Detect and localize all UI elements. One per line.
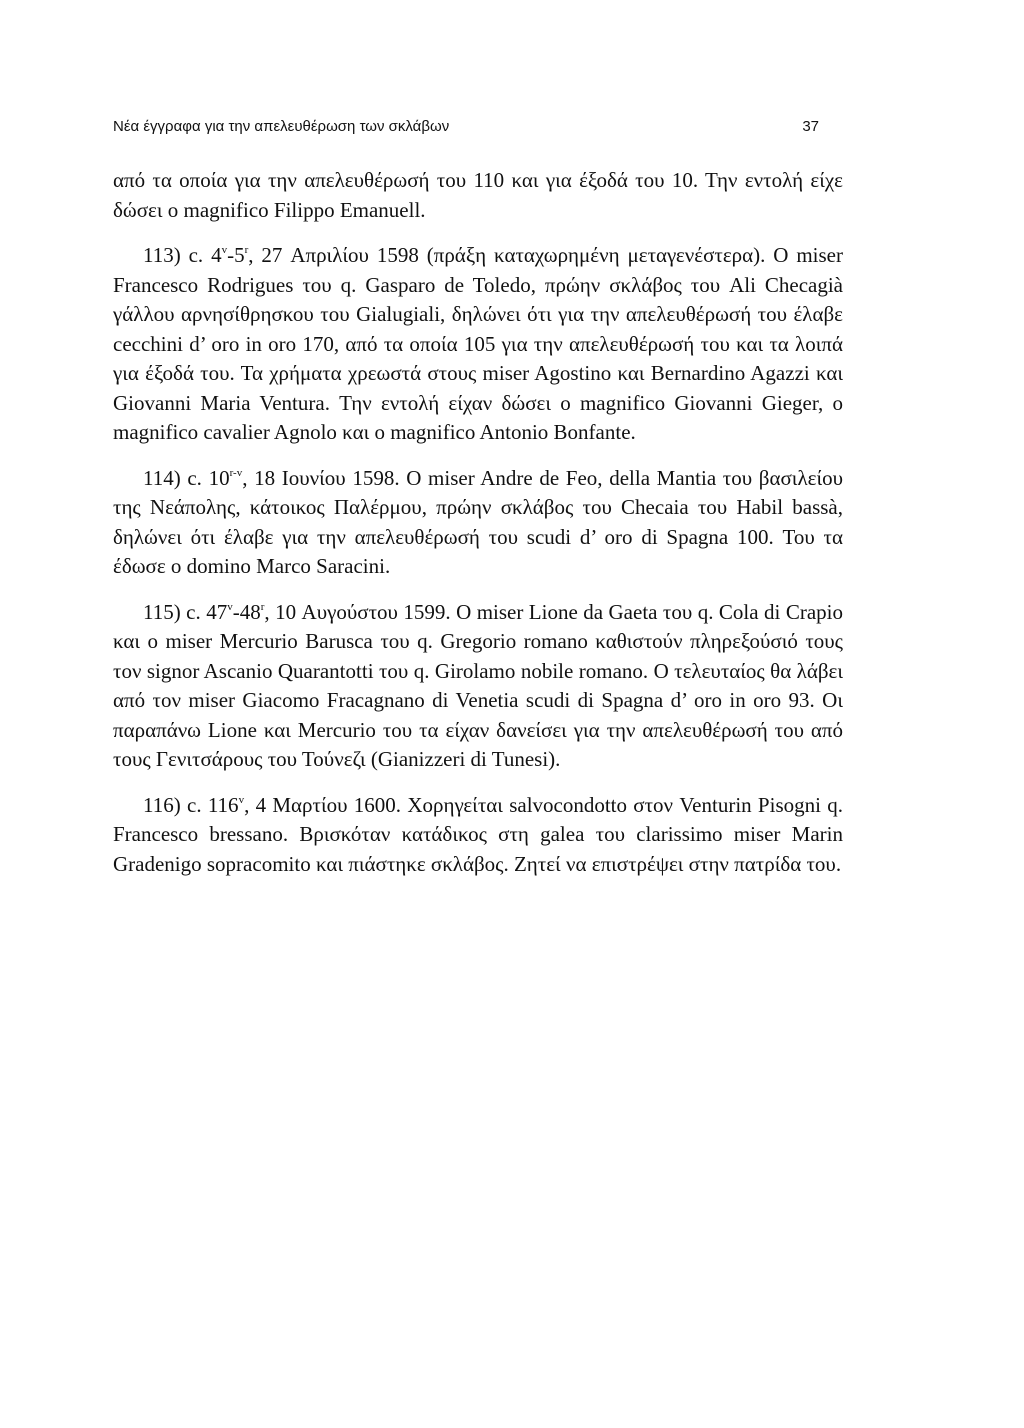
entry-113-sup-2: r bbox=[244, 244, 249, 256]
entry-114-number bbox=[143, 466, 242, 490]
entry-113-number bbox=[143, 243, 248, 267]
body-text bbox=[113, 166, 843, 879]
entry-116 bbox=[113, 791, 843, 880]
entry-114-ref: 114) c. 10 bbox=[143, 465, 230, 490]
entry-113-ref-middle: -5 bbox=[227, 243, 245, 267]
entry-113-text: , 27 Απριλίου 1598 (πράξη καταχωρημένη μεταγενέστερα). Ο miser Francesco Rodrigues του q. Gasparo de Toledo, πρώην σκλάβος του Ali Checagià γάλλου αρνησίθρησκου του Gialugiali, δηλώνει ότι για την απελευθέρωσή του έλαβε cecchini d’ oro in oro 170, από τα οποία 105 για την απελευθέρωσή του και τα λοιπά για έξοδά του. Τα χρήματα χρεωστά στους miser Agostino και Bernardino Agazzi και Giovanni Maria Ventura. Την εντολή είχαν δώσει ο magnifico Giovanni Gieger, o magnifico cavalier Agnolo και ο magnifico Antonio Bonfante. bbox=[113, 243, 843, 444]
entry-116-sup-1: v bbox=[238, 793, 245, 806]
entry-115-ref-middle: -48 bbox=[232, 599, 261, 624]
entry-116-ref: 116) c. 116 bbox=[143, 792, 239, 817]
entry-113-ref: 113) c. 4 bbox=[143, 243, 222, 267]
entry-115-ref: 115) c. 47 bbox=[143, 599, 228, 624]
entry-115-text: , 10 Αυγούστου 1599. Ο miser Lione da Gaeta του q. Cola di Crapio και ο miser Mercurio Barusca του q. Gregorio romano καθιστούν πληρεξούσιό τους τον signor Ascanio Quarantotti του q. Girolamo nobile romano. Ο τελευταίος θα λάβει από τον miser Giacomo Fracagnano di Venetia scudi di Spagna d’ oro in oro 93. Οι παραπάνω Lione και Mercurio του τα είχαν δανείσει για την απελευθέρωσή του από τους Γενιτσάρους του Τούνεζι (Gianizzeri di Tunesi). bbox=[113, 599, 843, 771]
running-title: Νέα έγγραφα για την απελευθέρωση των σκλάβων bbox=[113, 118, 450, 135]
entry-113-sup-1: v bbox=[221, 244, 228, 256]
entry-115-number bbox=[143, 600, 264, 624]
entry-114-text: , 18 Ιουνίου 1598. Ο miser Andre de Feo, della Mantia του βασιλείου της Νεάπολης, κάτοικος Παλέρμου, πρώην σκλάβος του Checaia του Habil bassà, δηλώνει ότι έλαβε για την απελευθέρωσή του scudi d’ oro di Spagna 100. Του τα έδωσε ο domino Marco Saracini. bbox=[113, 465, 843, 578]
entry-114 bbox=[113, 464, 843, 582]
page-number: 37 bbox=[802, 118, 819, 135]
paragraph-continuation: από τα οποία για την απελευθέρωσή του 110 και για έξοδά του 10. Την εντολή είχε δώσει ο magnifico Filippo Emanuell. bbox=[113, 168, 843, 222]
entry-115-sup-1: v bbox=[227, 600, 233, 613]
running-head bbox=[113, 118, 819, 142]
entry-115 bbox=[113, 598, 843, 775]
entry-116-text: , 4 Μαρτίου 1600. Χορηγείται salvocondotto στον Venturin Pisogni q. Francesco bressano. Βρισκόταν κατάδικος στη galea του clarissimo miser Marin Gradenigo sopracomito και πιάστηκε σκλάβος. Ζητεί να επιστρέψει στην πατρίδα του. bbox=[113, 792, 843, 876]
entry-114-sup-1: r-v bbox=[229, 466, 243, 479]
entry-113 bbox=[113, 241, 843, 448]
entry-116-number bbox=[143, 793, 244, 817]
entry-115-sup-2: r bbox=[260, 600, 265, 613]
